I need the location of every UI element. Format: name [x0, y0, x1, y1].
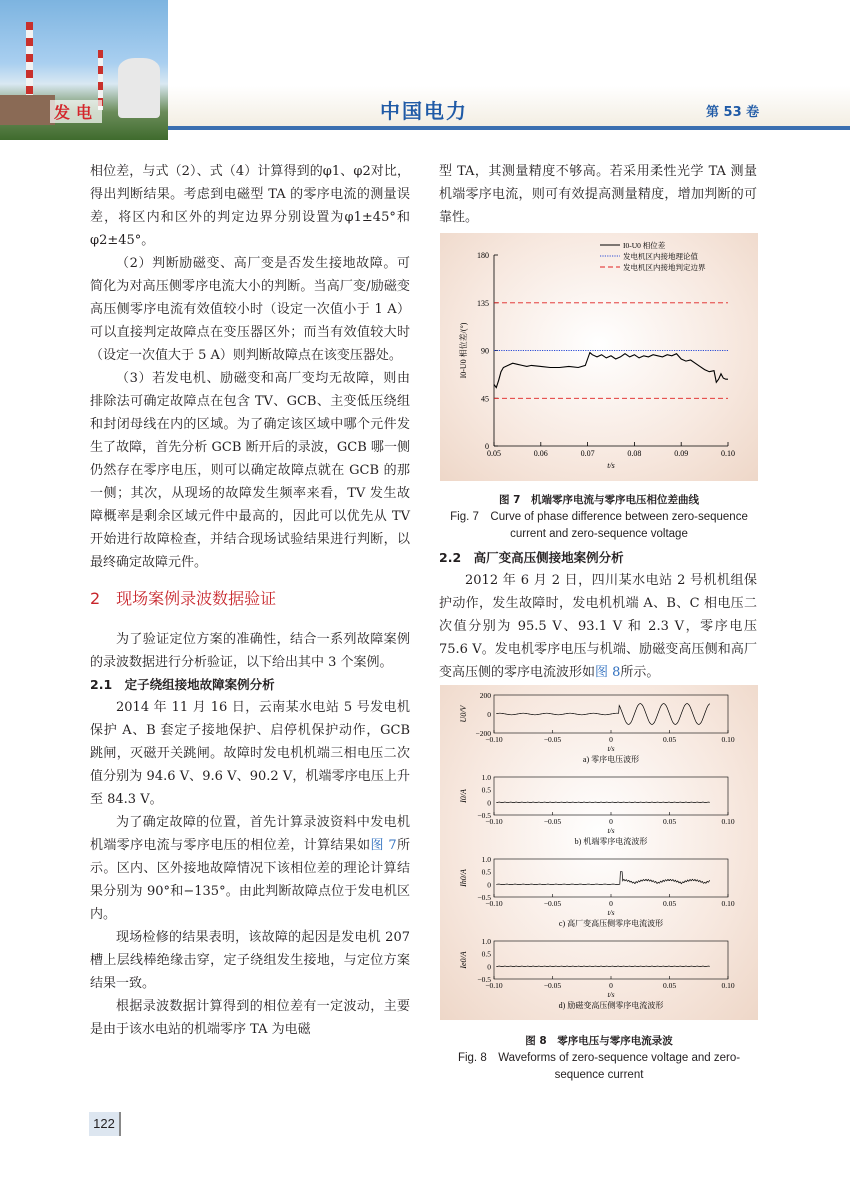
subsection-heading: 2.1 定子绕组接地故障案例分析	[90, 677, 275, 692]
x-tick-label: 0.10	[721, 899, 735, 908]
y-tick-label: 1.0	[481, 773, 491, 782]
phase-difference-chart	[440, 233, 758, 481]
waveform-line	[496, 872, 710, 885]
x-tick-label: 0.05	[662, 817, 677, 826]
y-axis-label: Ie0/A	[459, 951, 468, 969]
y-tick-label: 45	[481, 394, 489, 404]
x-tick-label: 0.06	[533, 449, 548, 458]
x-tick-label: 0	[609, 899, 613, 908]
x-tick-label: 0.05	[487, 449, 501, 458]
panel-title: c) 高厂变高压侧零序电流波形	[558, 919, 664, 928]
waveform-charts	[440, 685, 758, 1020]
y-tick-label: 0	[485, 442, 489, 451]
page-header	[0, 0, 850, 140]
right-column-mid	[439, 547, 757, 684]
y-tick-label: −0.5	[477, 811, 491, 820]
paragraph: 根据录波数据计算得到的相位差有一定波动，主要是由于该水电站的机端零序 TA 为电磁	[90, 999, 410, 1037]
figure-link[interactable]: 图 7	[370, 838, 397, 853]
x-axis-label: t/s	[607, 990, 615, 999]
figure-link[interactable]: 图 8	[595, 665, 621, 680]
panel-frame	[494, 859, 728, 897]
x-tick-label: 0.05	[662, 899, 677, 908]
page-number: 122	[89, 1112, 121, 1136]
x-axis-label: t/s	[607, 908, 615, 917]
legend-label: 发电机区内接地判定边界	[623, 263, 706, 272]
volume-label: 第 53 卷	[706, 105, 760, 120]
waveform-line	[496, 704, 710, 725]
x-tick-label: −0.05	[543, 735, 562, 744]
paragraph: 现场检修的结果表明，该故障的起因是发电机 207 槽上层线棒绝缘击穿，定子绕组发生接地，与定位方案结果一致。	[90, 930, 410, 991]
y-tick-label: 180	[477, 251, 489, 260]
x-tick-label: −0.10	[485, 735, 503, 744]
x-tick-label: 0.05	[662, 735, 677, 744]
y-tick-label: 0	[487, 962, 491, 972]
caption-cn: 图 7 机端零序电流与零序电压相位差曲线	[499, 494, 699, 506]
y-tick-label: 1.0	[481, 855, 491, 864]
legend-label: I0-U0 相位差	[623, 241, 666, 250]
panel-frame	[494, 777, 728, 815]
panel-title: a) 零序电压波形	[582, 755, 640, 764]
panel-title: d) 励磁变高压侧零序电流波形	[558, 1001, 664, 1010]
x-tick-label: 0.09	[674, 449, 689, 458]
paragraph	[439, 569, 757, 684]
x-tick-label: −0.05	[543, 981, 562, 990]
x-tick-label: 0.10	[721, 735, 735, 744]
y-tick-label: 1.0	[481, 937, 491, 946]
y-tick-label: 0.5	[481, 785, 491, 795]
y-tick-label: −0.5	[477, 893, 491, 902]
paragraph: （3）若发电机、励磁变和高厂变均无故障，则由排除法可确定故障点在包含 TV、GCB、主变低压绕组和封闭母线在内的区域。为了确定该区域中哪个元件发生了故障，首先分析 GCB 断开后的录波，GCB 哪一侧仍然存在零序电压，则可以确定故障点就在 GCB 的那一侧；其次，从现场的故障发生频率来看，TV 发生故障概率是剩余区域元件中最高的，因此可以优先从 TV 开始进行故障检查，并结合现场试验结果进行判断，以最终确定故障元件。	[90, 371, 410, 570]
y-tick-label: 0	[487, 798, 491, 808]
x-tick-label: −0.05	[543, 817, 562, 826]
paragraph	[90, 811, 410, 926]
y-tick-label: 90	[481, 346, 489, 356]
paragraph-text: 为了确定故障的位置，首先计算录波资料中发电机机端零序电流与零序电压的相位差，计算结果如	[90, 815, 410, 853]
x-tick-label: 0.07	[580, 449, 595, 458]
x-tick-label: 0	[609, 735, 613, 744]
x-tick-label: 0.10	[721, 449, 735, 458]
caption-en: Fig. 8 Waveforms of zero-sequence voltage and zero-sequence current	[457, 1052, 741, 1081]
paragraph-text: 所示。	[620, 665, 660, 680]
x-tick-label: 0	[609, 981, 613, 990]
figure-8-caption	[440, 1033, 758, 1084]
paragraph-text: 2012 年 6 月 2 日，四川某水电站 2 号机机组保护动作，发生故障时，发电机机端 A、B、C 相电压二次值分别为 95.5 V、93.1 V 和 2.3 V，零序电压 75.6 V。发电机零序电压与机端、励磁变高压侧和高厂变高压侧的零序电流波形如	[439, 573, 757, 680]
subsection-heading: 2.2 高厂变高压侧接地案例分析	[439, 550, 624, 565]
x-tick-label: 0.10	[721, 981, 735, 990]
y-tick-label: 135	[477, 298, 489, 308]
x-axis-label: t/s	[607, 744, 615, 753]
panel-title: b) 机端零序电流波形	[574, 837, 648, 846]
x-tick-label: −0.10	[485, 899, 503, 908]
x-tick-label: −0.10	[485, 817, 503, 826]
x-tick-label: 0	[609, 817, 613, 826]
x-axis-label: t/s	[607, 461, 615, 470]
x-tick-label: −0.05	[543, 899, 562, 908]
y-axis-label: U0/V	[459, 705, 468, 723]
legend-label: 发电机区内接地理论值	[623, 252, 698, 261]
paragraph: 相位差，与式（2）、式（4）计算得到的φ1、φ2对比，得出判断结果。考虑到电磁型 TA 的零序电流的测量误差，将区内和区外的判定边界分别设置为φ1±45°和φ2±45°。	[90, 164, 410, 248]
paragraph: 为了验证定位方案的准确性，结合一系列故障案例的录波数据进行分析验证，以下给出其中 3 个案例。	[90, 632, 410, 670]
panel-frame	[494, 941, 728, 979]
y-tick-label: 200	[479, 691, 491, 700]
y-axis-label: I0/A	[459, 789, 468, 803]
paragraph: 2014 年 11 月 16 日，云南某水电站 5 号发电机保护 A、B 套定子接地保护、启停机保护动作，GCB 跳闸，灭磁开关跳闸。故障时发电机机端三相电压二次值分别为 94.6 V、9.6 V、90.2 V，机端零序电压上升至 84.3 V。	[90, 700, 410, 807]
x-tick-label: 0.10	[721, 817, 735, 826]
paragraph-text: 所示。区内、区外接地故障情况下该相位差的理论计算结果分别为 90°和−135°。由此判断故障点位于发电机区内。	[90, 838, 410, 922]
figure-7	[440, 233, 758, 481]
x-tick-label: 0.08	[627, 449, 642, 458]
section-heading: 2 现场案例录波数据验证	[90, 589, 277, 608]
y-tick-label: 0	[487, 880, 491, 890]
waveform-line	[496, 802, 710, 803]
journal-title: 中国电力	[380, 99, 468, 123]
y-tick-label: 0.5	[481, 949, 491, 959]
y-axis-label: I0-U0 相位差/(°)	[459, 322, 468, 379]
plant-building-shape	[0, 95, 55, 125]
waveform-line	[496, 966, 710, 967]
y-tick-label: 0.5	[481, 867, 491, 877]
left-column	[90, 160, 410, 1041]
caption-en: Fig. 7 Curve of phase difference between zero-sequence current and zero-sequence voltage	[450, 511, 748, 540]
figure-7-caption	[440, 492, 758, 543]
y-tick-label: −0.5	[477, 975, 491, 984]
paragraph: 型 TA，其测量精度不够高。若采用柔性光学 TA 测量机端零序电流，则可有效提高测量精度，增加判断的可靠性。	[439, 164, 757, 225]
x-tick-label: −0.10	[485, 981, 503, 990]
series-line-0	[494, 353, 728, 388]
caption-cn: 图 8 零序电压与零序电流录波	[525, 1035, 673, 1047]
cooling-tower-shape	[118, 58, 160, 118]
x-axis-label: t/s	[607, 826, 615, 835]
y-tick-label: 0	[487, 710, 491, 719]
figure-8	[440, 685, 758, 1020]
section-tag: 发电	[50, 100, 102, 123]
y-axis-label: Ih0/A	[459, 869, 468, 887]
y-tick-label: −200	[475, 729, 491, 738]
right-column-top	[439, 160, 757, 229]
paragraph: （2）判断励磁变、高厂变是否发生接地故障。可简化为对高压侧零序电流大小的判断。当高厂变/励磁变高压侧零序电流有效值较小时（设定一次值小于 1 A）可以直接判定故障点在变压器区外；而当有效值较大时（设定一次值大于 5 A）则判断故障点在该变压器处。	[90, 256, 410, 363]
x-tick-label: 0.05	[662, 981, 677, 990]
